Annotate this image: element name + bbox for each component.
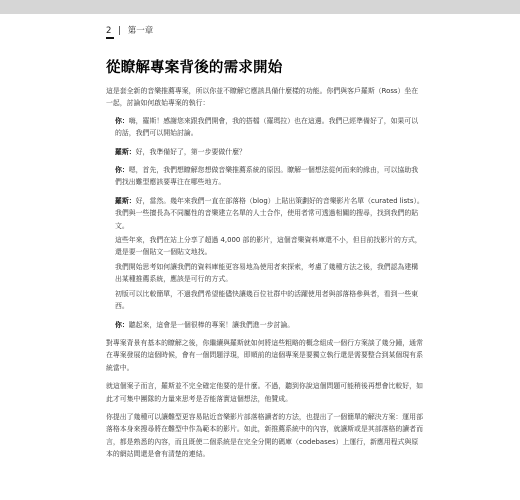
dialogue-line	[115, 195, 424, 232]
header-separator: |	[118, 26, 121, 36]
top-band	[0, 0, 520, 14]
dialogue-text: 好，我準備好了，第一步要做什麼？	[135, 147, 246, 156]
dialogue-line	[115, 261, 424, 286]
body-paragraph: 就這個案子而言，羅斯並不完全確定他要的是什麼。不過，聽到你說這個問題可能稍後再想會比較好，如此才可集中團隊的力量來思考是否能落實這個想法，他贊成。	[106, 382, 423, 403]
chapter-label: 第一章	[127, 26, 154, 36]
speaker-label: 你：	[115, 166, 129, 175]
dialogue-text: 嗨，羅斯！感謝您來跟我們開會，我的搭檔（羅瑪拉）也在這邊。我們已經準備好了，如果可以的話，我們可以開始討論。	[115, 116, 419, 138]
speaker-label: 羅斯：	[115, 196, 136, 205]
dialogue-text: 我們開始思考如何讓我們的資料庫能更容易地為使用者來探索，考慮了幾種方法之後，我們認為建構出某種推薦系統，應該是可行的方式。	[115, 262, 419, 284]
section-title: 從瞭解專案背後的需求開始	[106, 60, 283, 76]
dialogue-line	[115, 234, 424, 259]
main-content	[106, 56, 424, 467]
page-number: 2	[106, 26, 112, 36]
dialogue-text: 好，當然。幾年來我們一直在部落格（blog）上貼出策劃好的音樂影片名單（curated lists）。我們與一些擅長為不同屬性的音樂建立名單的人士合作，使用者常可透過相關的搜尋，找到我們的貼文。	[115, 196, 424, 230]
body-paragraph: 你提出了幾種可以讓難型更容易貼近音樂影片部落格讀者的方法，也提出了一個簡單的解決方案：運用部落格本身來搜尋將在難型中作為範本的影片。如此，新推薦系統中的內容，就讓斯或是其部落格的讀者而言，都是熟悉的內容，而且既使二個系統是在完全分開的碼庫（codebases）上運行，新應用程式與原本的網站間還是會有清楚的連結。	[106, 412, 423, 459]
dialogue-text: 聽起來，這會是一個很棒的專案！讓我們進一步討論。	[128, 320, 295, 329]
running-header	[106, 24, 153, 38]
intro-paragraph: 這是套全新的音樂推薦專案，所以你並不瞭解它應該具備什麼樣的功能。你們與客戶羅斯（Ross）坐在一起，討論如何啟始專案的執行：	[106, 87, 419, 108]
dialogue-line	[115, 164, 424, 189]
body-paragraph: 對專案背景有基本的瞭解之後，你繼續與羅斯就如何將這些粗略的概念組成一個行方案談了幾分鐘，通常在專案發展的這個時候，會有一個問題浮現，即順前的這個專案是要獨立執行還是需要整合到某個現有系統當中。	[106, 338, 423, 372]
body-text	[106, 337, 424, 461]
speaker-label: 羅斯：	[115, 147, 136, 156]
dialogue-line	[115, 146, 424, 158]
dialogue-text: 嗯，首先，我們想瞭解您想做音樂推薦系統的原因。瞭解一個想法從何而來的緣由，可以協助我們找出難型應該要專注在哪些地方。	[115, 166, 419, 187]
header-rule	[106, 37, 114, 39]
dialogue-text: 這些年來，我們在站上分享了超過 4,000 部的影片，這個音樂資料庫還不小，但目前找影片的方式，還是要一個貼文一個貼文地找。	[115, 236, 422, 257]
dialogue-line	[115, 115, 424, 140]
dialogue-line	[115, 319, 424, 331]
dialogue-text: 初版可以比較簡單，不過我們希望能儘快讓幾百位社群中的活躍使用者與部落格參與者，看到一些東西。	[115, 289, 419, 311]
dialogue-block	[115, 115, 424, 331]
speaker-label: 你：	[115, 320, 129, 329]
speaker-label: 你：	[115, 116, 129, 125]
dialogue-line	[115, 288, 424, 313]
